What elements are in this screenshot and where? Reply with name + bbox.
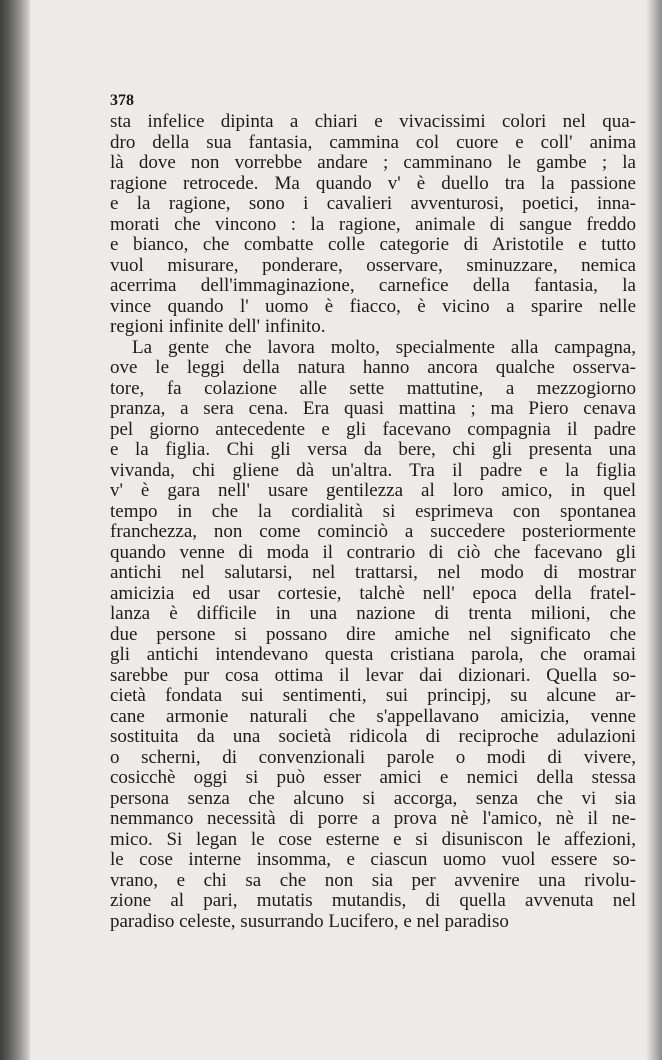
text-line: paradiso celeste, susurrando Lucifero, e nel paradiso [110, 910, 509, 932]
book-page [36, 0, 648, 1060]
text-line: tore, fa colazione alle sette mattutine, a mezzogiorno [110, 377, 636, 399]
text-line: nemmanco necessità di porre a prova nè l'amico, nè il ne- [110, 808, 636, 829]
text-line: pel giorno antecedente e gli facevano compagnia il padre [110, 418, 636, 440]
text-line: mico. Si legan le cose esterne e si disuniscon le affezioni, [110, 828, 636, 850]
text-line: persona senza che alcuno si accorga, senza che vi sia [110, 787, 636, 809]
page-right-edge [646, 0, 662, 1060]
text-line: franchezza, non come cominciò a succedere posteriormente [110, 521, 636, 542]
text-line: sarebbe pur cosa ottima il levar dai dizionari. Quella so- [110, 664, 636, 686]
text-line: là dove non vorrebbe andare ; camminano le gambe ; la [110, 152, 636, 173]
text-line: due persone si possano dire amiche nel significato che [110, 623, 636, 645]
text-line: La gente che lavora molto, specialmente alla campagna, [132, 336, 636, 358]
text-line: cietà fondata sui sentimenti, sui principj, su alcune ar- [110, 685, 636, 706]
text-line: morati che vincono : la ragione, animale di sangue freddo [110, 213, 636, 235]
text-line: tempo in che la cordialità si esprimeva con spontanea [110, 500, 636, 522]
text-line: o scherni, di convenzionali parole o modi di vivere, [110, 746, 636, 768]
text-line: vince quando l' uomo è fiacco, è vicino a sparire nelle [110, 295, 636, 317]
text-line: cosicchè oggi si può esser amici e nemici della stessa [110, 767, 636, 788]
page-number: 378 [110, 92, 134, 109]
text-line: sta infelice dipinta a chiari e vivacissimi colori nel qua- [110, 111, 636, 132]
text-line: e la ragione, sono i cavalieri avventurosi, poetici, inna- [110, 193, 636, 214]
body-text [110, 112, 636, 932]
text-line: vivanda, chi gliene dà un'altra. Tra il padre e la figlia [110, 459, 636, 481]
text-line: acerrima dell'immaginazione, carnefice della fantasia, la [110, 275, 636, 296]
text-line: le cose interne insomma, e ciascun uomo vuol essere so- [110, 849, 636, 870]
book-binding-edge [0, 0, 30, 1060]
text-line: amicizia ed usar cortesie, talchè nell' epoca della fratel- [110, 582, 636, 604]
text-line: regioni infinite dell' infinito. [110, 316, 326, 337]
text-line: e la figlia. Chi gli versa da bere, chi gli presenta una [110, 439, 636, 460]
text-line: sostituita da una società ridicola di reciproche adulazioni [110, 726, 636, 747]
text-line: zione al pari, mutatis mutandis, di quella avvenuta nel [110, 890, 636, 911]
text-line: lanza è difficile in una nazione di trenta milioni, che [110, 603, 636, 624]
text-line: quando venne di moda il contrario di ciò che facevano gli [110, 541, 636, 563]
text-line: gli antichi intendevano questa cristiana parola, che oramai [110, 644, 636, 665]
text-line: cane armonie naturali che s'appellavano amicizia, venne [110, 705, 636, 727]
text-line: vrano, e chi sa che non sia per avvenire una rivolu- [110, 869, 636, 891]
text-line: vuol misurare, ponderare, osservare, sminuzzare, nemica [110, 254, 636, 276]
text-line: dro della sua fantasia, cammina col cuore e coll' anima [110, 131, 636, 153]
text-line: antichi nel salutarsi, nel trattarsi, nel modo di mostrar [110, 562, 636, 583]
text-line: v' è gara nell' usare gentilezza al loro amico, in quel [110, 480, 636, 501]
text-line: ove le leggi della natura hanno ancora qualche osserva- [110, 357, 636, 378]
text-line: e bianco, che combatte colle categorie di Aristotile e tutto [110, 234, 636, 255]
text-line: ragione retrocede. Ma quando v' è duello tra la passione [110, 172, 636, 194]
text-line: pranza, a sera cena. Era quasi mattina ; ma Piero cenava [110, 398, 636, 419]
